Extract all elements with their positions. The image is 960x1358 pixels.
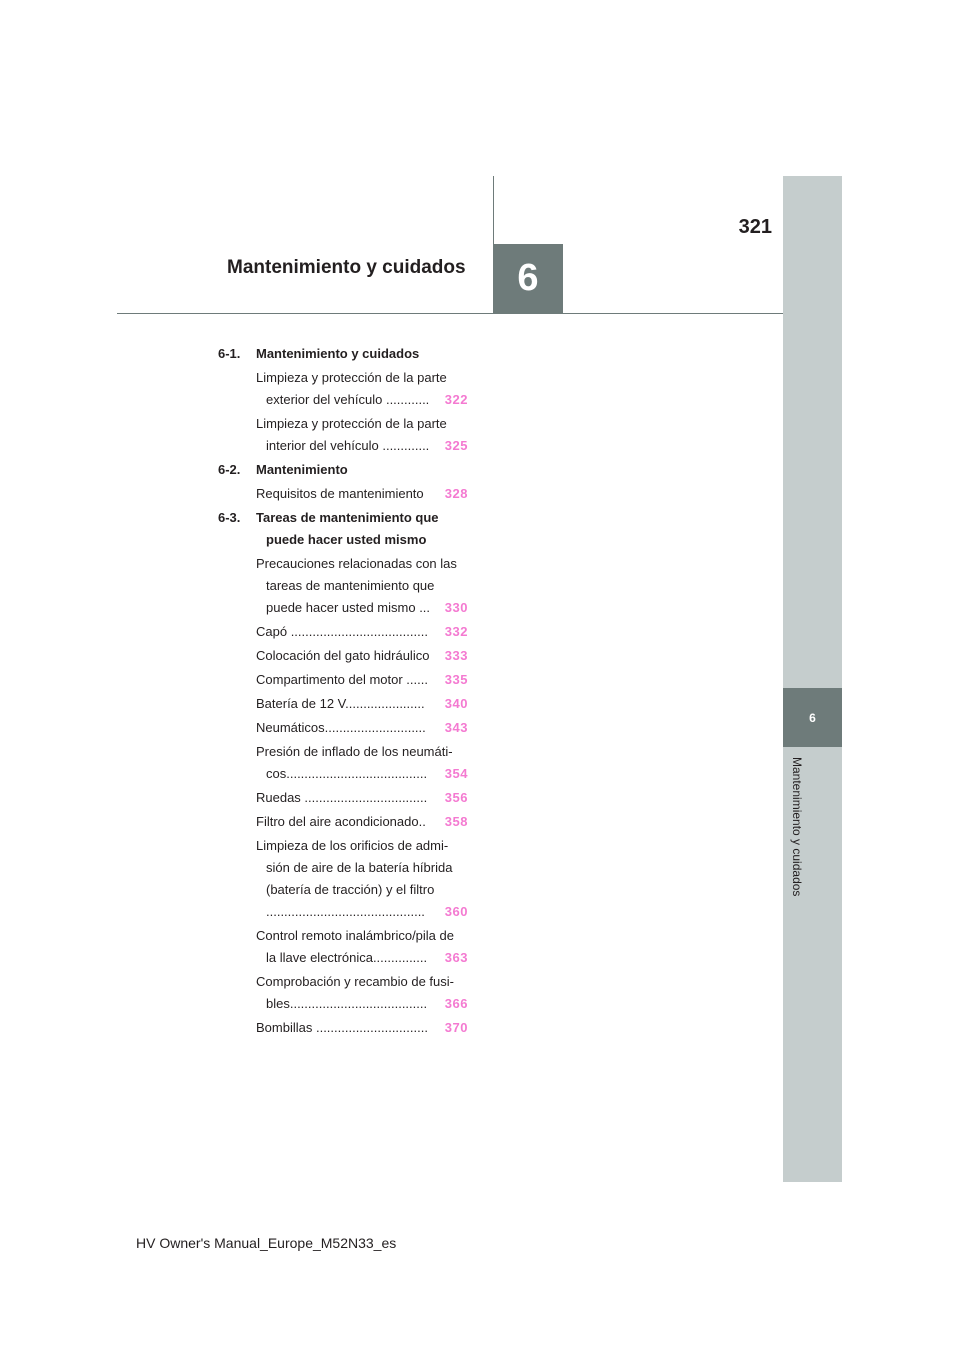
page-link[interactable]: 356 [444, 790, 468, 805]
entry-text: ............................................ [266, 904, 425, 919]
entry-text: exterior del vehículo ............ [266, 392, 430, 407]
toc-entry[interactable] [218, 811, 468, 833]
section-heading [218, 459, 468, 481]
toc-entry[interactable] [218, 367, 468, 389]
page-link[interactable]: 366 [444, 996, 468, 1011]
entry-text: bles...................................... [266, 996, 428, 1011]
page-link[interactable]: 363 [444, 950, 468, 965]
toc-entry[interactable] [218, 1017, 468, 1039]
side-tab-active[interactable] [783, 688, 842, 747]
entry-text: Requisitos de mantenimiento [256, 486, 424, 501]
side-tab-label: Mantenimiento y cuidados [790, 757, 804, 897]
entry-text: Filtro del aire acondicionado.. [256, 814, 426, 829]
side-tab-strip [783, 176, 842, 1182]
section-number: 6-1. [218, 346, 241, 361]
entry-text: puede hacer usted mismo ... [266, 600, 431, 615]
toc-entry[interactable] [218, 835, 468, 857]
chapter-number-box [493, 244, 563, 313]
toc-entry[interactable] [218, 925, 468, 947]
page-link[interactable]: 340 [444, 696, 468, 711]
entry-text: Comprobación y recambio de fusi- [256, 974, 454, 989]
toc-entry-cont[interactable] [218, 947, 468, 969]
toc-entry[interactable] [218, 971, 468, 993]
entry-text: Neumáticos............................ [256, 720, 426, 735]
entry-text: (batería de tracción) y el filtro [266, 882, 435, 897]
page-link[interactable]: 322 [444, 392, 468, 407]
table-of-contents [218, 343, 468, 1039]
entry-text: Compartimento del motor ...... [256, 672, 428, 687]
toc-entry-cont[interactable] [218, 575, 468, 597]
toc-entry[interactable] [218, 553, 468, 575]
section-heading [218, 343, 468, 365]
chapter-number: 6 [517, 257, 539, 299]
entry-text: Presión de inflado de los neumáti- [256, 744, 453, 759]
entry-text: Control remoto inalámbrico/pila de [256, 928, 454, 943]
toc-entry-cont[interactable] [218, 879, 468, 901]
toc-entry-cont[interactable] [218, 389, 468, 411]
entry-text: cos....................................... [266, 766, 428, 781]
toc-entry[interactable] [218, 483, 468, 505]
chapter-title: Mantenimiento y cuidados [227, 257, 466, 278]
section-number: 6-3. [218, 510, 241, 525]
page-link[interactable]: 333 [444, 648, 468, 663]
toc-entry[interactable] [218, 645, 468, 667]
entry-text: Batería de 12 V...................... [256, 696, 425, 711]
page-link[interactable]: 354 [444, 766, 468, 781]
section-title: Mantenimiento y cuidados [256, 346, 420, 361]
entry-text: Bombillas ............................... [256, 1020, 428, 1035]
toc-entry-cont[interactable] [218, 763, 468, 785]
toc-entry-cont[interactable] [218, 857, 468, 879]
entry-text: la llave electrónica............... [266, 950, 428, 965]
page-number: 321 [738, 216, 772, 238]
page-link[interactable]: 335 [444, 672, 468, 687]
entry-text: tareas de mantenimiento que [266, 578, 435, 593]
page-link[interactable]: 325 [444, 438, 468, 453]
page-link[interactable]: 370 [444, 1020, 468, 1035]
toc-entry[interactable] [218, 693, 468, 715]
toc-entry[interactable] [218, 413, 468, 435]
entry-text: Colocación del gato hidráulico [256, 648, 430, 663]
entry-text: interior del vehículo ............. [266, 438, 430, 453]
section-heading-cont [218, 529, 468, 551]
toc-entry-cont[interactable] [218, 435, 468, 457]
toc-entry[interactable] [218, 787, 468, 809]
section-title: puede hacer usted mismo [266, 532, 427, 547]
entry-text: Limpieza y protección de la parte [256, 370, 447, 385]
entry-text: Limpieza de los orificios de admi- [256, 838, 449, 853]
entry-text: sión de aire de la batería híbrida [266, 860, 453, 875]
page-link[interactable]: 358 [444, 814, 468, 829]
side-tab-number: 6 [809, 710, 816, 725]
page-link[interactable]: 330 [444, 600, 468, 615]
toc-entry-cont[interactable] [218, 901, 468, 923]
page-link[interactable]: 328 [444, 486, 468, 501]
entry-text: Limpieza y protección de la parte [256, 416, 447, 431]
page-link[interactable]: 360 [444, 904, 468, 919]
footer-manual-id: HV Owner's Manual_Europe_M52N33_es [136, 1235, 397, 1251]
header-horizontal-rule [117, 313, 783, 314]
section-title: Tareas de mantenimiento que [256, 510, 439, 525]
section-title: Mantenimiento [256, 462, 348, 477]
entry-text: Precauciones relacionadas con las [256, 556, 457, 571]
page-link[interactable]: 332 [444, 624, 468, 639]
toc-entry[interactable] [218, 741, 468, 763]
toc-entry-cont[interactable] [218, 597, 468, 619]
toc-entry[interactable] [218, 717, 468, 739]
entry-text: Capó ...................................... [256, 624, 428, 639]
header-vertical-rule [493, 176, 494, 244]
toc-entry-cont[interactable] [218, 993, 468, 1015]
toc-entry[interactable] [218, 621, 468, 643]
section-heading [218, 507, 468, 529]
page-link[interactable]: 343 [444, 720, 468, 735]
entry-text: Ruedas .................................. [256, 790, 428, 805]
section-number: 6-2. [218, 462, 241, 477]
toc-entry[interactable] [218, 669, 468, 691]
